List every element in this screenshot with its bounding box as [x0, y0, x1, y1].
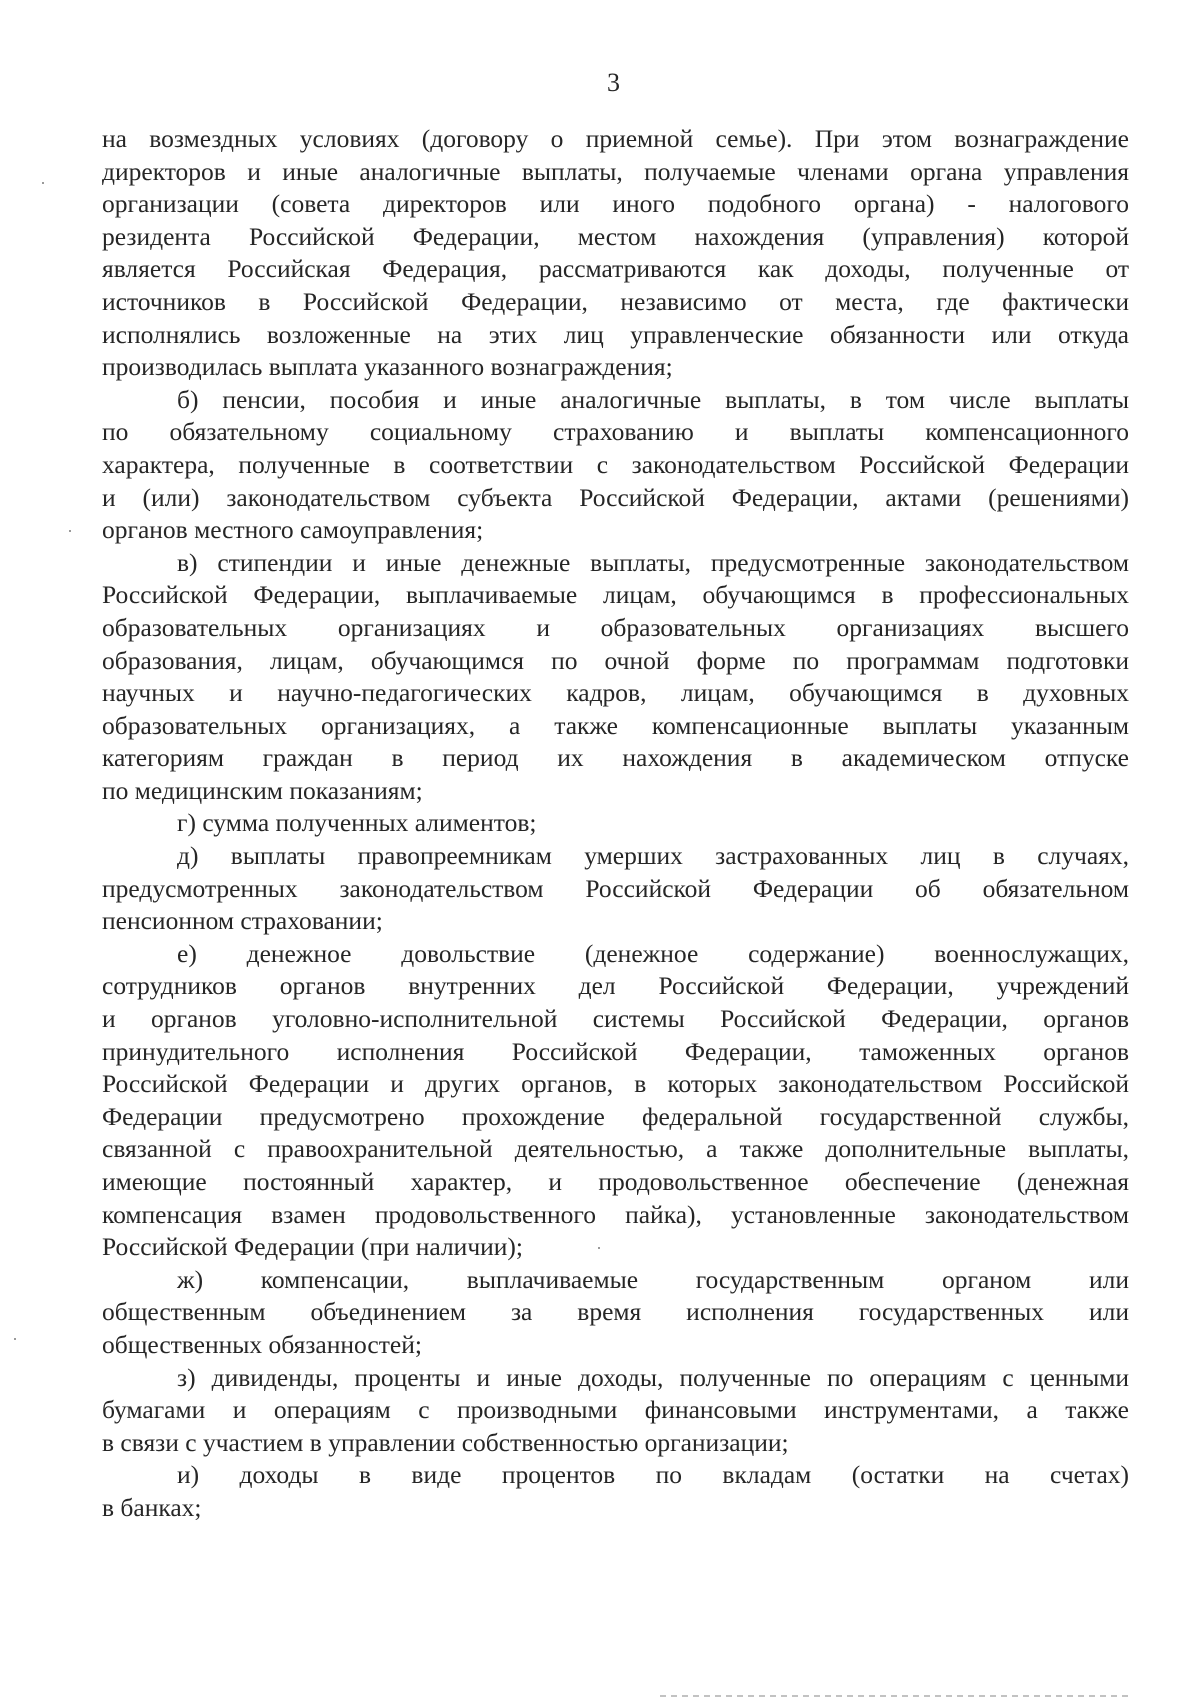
- text-line: сотрудников органов внутренних дел Российской Федерации, учреждений: [102, 971, 1129, 1001]
- text-line: категориям граждан в период их нахождения в академическом отпуске: [102, 743, 1129, 773]
- text-line: на возмездных условиях (договору о приемной семье). При этом вознаграждение: [102, 124, 1129, 153]
- scan-speck: [14, 1338, 16, 1340]
- text-line: ж) компенсации, выплачиваемые государственным органом или: [177, 1264, 1129, 1294]
- scan-speck: [42, 182, 44, 184]
- text-line: является Российская Федерация, рассматриваются как доходы, полученные от: [102, 254, 1129, 284]
- text-line: бумагами и операциям с производными финансовыми инструментами, а также: [102, 1395, 1129, 1425]
- text-line: Российской Федерации, выплачиваемые лицам, обучающимся в профессиональных: [102, 580, 1129, 610]
- text-line: предусмотренных законодательством Российской Федерации об обязательном: [102, 873, 1129, 903]
- text-line: г) сумма полученных алиментов;: [177, 808, 537, 838]
- text-line: з) дивиденды, проценты и иные доходы, полученные по операциям с ценными: [177, 1362, 1129, 1392]
- text-line: в) стипендии и иные денежные выплаты, предусмотренные законодательством: [177, 547, 1129, 577]
- text-line: источников в Российской Федерации, независимо от места, где фактически: [102, 286, 1129, 316]
- scan-speck: [69, 530, 71, 532]
- text-line: научных и научно-педагогических кадров, лицам, обучающимся в духовных: [102, 678, 1129, 708]
- text-line: и (или) законодательством субъекта Российской Федерации, актами (решениями): [102, 482, 1129, 512]
- text-line: принудительного исполнения Российской Федерации, таможенных органов: [102, 1036, 1129, 1066]
- text-line: организации (совета директоров или иного подобного органа) - налогового: [102, 189, 1129, 219]
- text-line: имеющие постоянный характер, и продовольственное обеспечение (денежная: [102, 1167, 1129, 1196]
- text-line: Федерации предусмотрено прохождение федеральной государственной службы,: [102, 1101, 1129, 1131]
- text-line: б) пенсии, пособия и иные аналогичные выплаты, в том числе выплаты: [177, 384, 1129, 414]
- text-line: связанной с правоохранительной деятельностью, а также дополнительные выплаты,: [102, 1134, 1129, 1164]
- text-line: образовательных организациях и образовательных организациях высшего: [102, 612, 1129, 642]
- text-line: и органов уголовно-исполнительной системы Российской Федерации, органов: [102, 1004, 1129, 1034]
- text-line: д) выплаты правопреемникам умерших застрахованных лиц в случаях,: [177, 841, 1129, 871]
- page-number: 3: [607, 68, 620, 97]
- text-line: характера, полученные в соответствии с законодательством Российской Федерации: [102, 449, 1129, 479]
- text-line: по обязательному социальному страхованию и выплаты компенсационного: [102, 417, 1129, 447]
- text-line: органов местного самоуправления;: [102, 515, 484, 545]
- text-line: директоров и иные аналогичные выплаты, получаемые членами органа управления: [102, 156, 1129, 186]
- text-line: исполнялись возложенные на этих лиц управленческие обязанности или откуда: [102, 319, 1129, 349]
- scan-speck: [598, 1247, 600, 1249]
- text-line: е) денежное довольствие (денежное содержание) военнослужащих,: [177, 938, 1129, 968]
- text-line: Российской Федерации и других органов, в которых законодательством Российской: [102, 1069, 1129, 1099]
- text-line: в связи с участием в управлении собственностью организации;: [102, 1427, 789, 1457]
- text-line: и) доходы в виде процентов по вкладам (остатки на счетах): [177, 1460, 1129, 1490]
- text-line: образовательных организациях, а также компенсационные выплаты указанным: [102, 710, 1129, 740]
- text-line: резидента Российской Федерации, местом нахождения (управления) которой: [102, 221, 1129, 251]
- text-line: общественным объединением за время исполнения государственных или: [102, 1297, 1129, 1327]
- text-line: по медицинским показаниям;: [102, 775, 423, 805]
- text-line: общественных обязанностей;: [102, 1329, 422, 1359]
- text-line: в банках;: [102, 1492, 202, 1522]
- text-line: пенсионном страховании;: [102, 906, 383, 936]
- text-line: компенсация взамен продовольственного пайка), установленные законодательством: [102, 1199, 1129, 1229]
- document-body: [102, 123, 1129, 1525]
- scan-edge: [660, 1695, 1130, 1697]
- text-line: образования, лицам, обучающимся по очной форме по программам подготовки: [102, 645, 1129, 675]
- text-line: производилась выплата указанного вознаграждения;: [102, 352, 673, 382]
- text-line: Российской Федерации (при наличии);: [102, 1232, 524, 1262]
